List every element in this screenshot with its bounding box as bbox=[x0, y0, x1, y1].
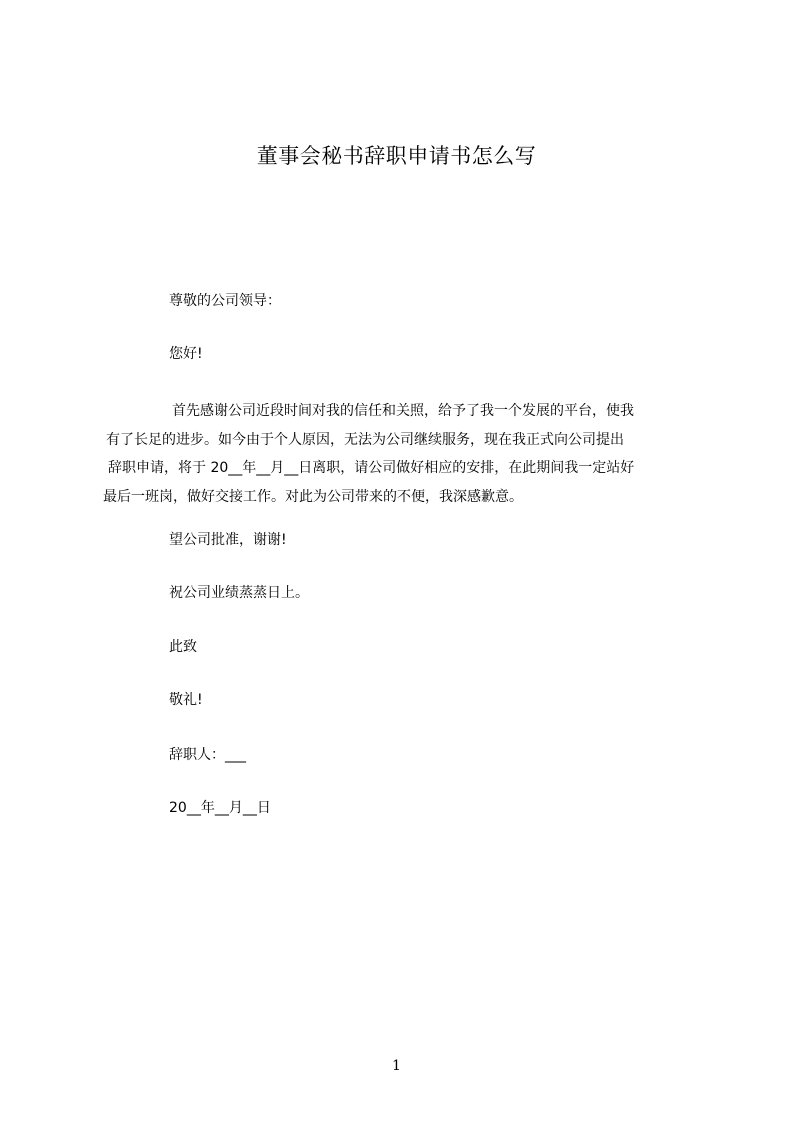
salutation: 尊敬的公司领导： bbox=[169, 293, 281, 309]
body-line: 有了长足的进步。如今由于个人原因，无法为公司继续服务，现在我正式向公司提出 bbox=[106, 431, 624, 448]
document-title: 董事会秘书辞职申请书怎么写 bbox=[256, 144, 537, 168]
request-line: 望公司批准，谢谢! bbox=[169, 532, 287, 548]
date-line: 20__年__月__日 bbox=[169, 800, 271, 816]
greeting: 您好! bbox=[169, 346, 203, 362]
closing-line: 此致 bbox=[169, 639, 197, 655]
signature-line: 辞职人：___ bbox=[169, 747, 246, 763]
page-number: 1 bbox=[392, 1058, 401, 1074]
salute-line: 敬礼! bbox=[169, 692, 203, 708]
body-paragraph bbox=[100, 397, 697, 511]
body-line: 辞职申请，将于 20__年__月__日离职，请公司做好相应的安排，在此期间我一定站好 bbox=[108, 460, 635, 476]
wish-line: 祝公司业绩蒸蒸日上。 bbox=[169, 585, 309, 601]
body-line: 最后一班岗，做好交接工作。对此为公司带来的不便，我深感歉意。 bbox=[103, 488, 523, 505]
body-line: 首先感谢公司近段时间对我的信任和关照，给予了我一个发展的平台，使我 bbox=[172, 403, 634, 419]
